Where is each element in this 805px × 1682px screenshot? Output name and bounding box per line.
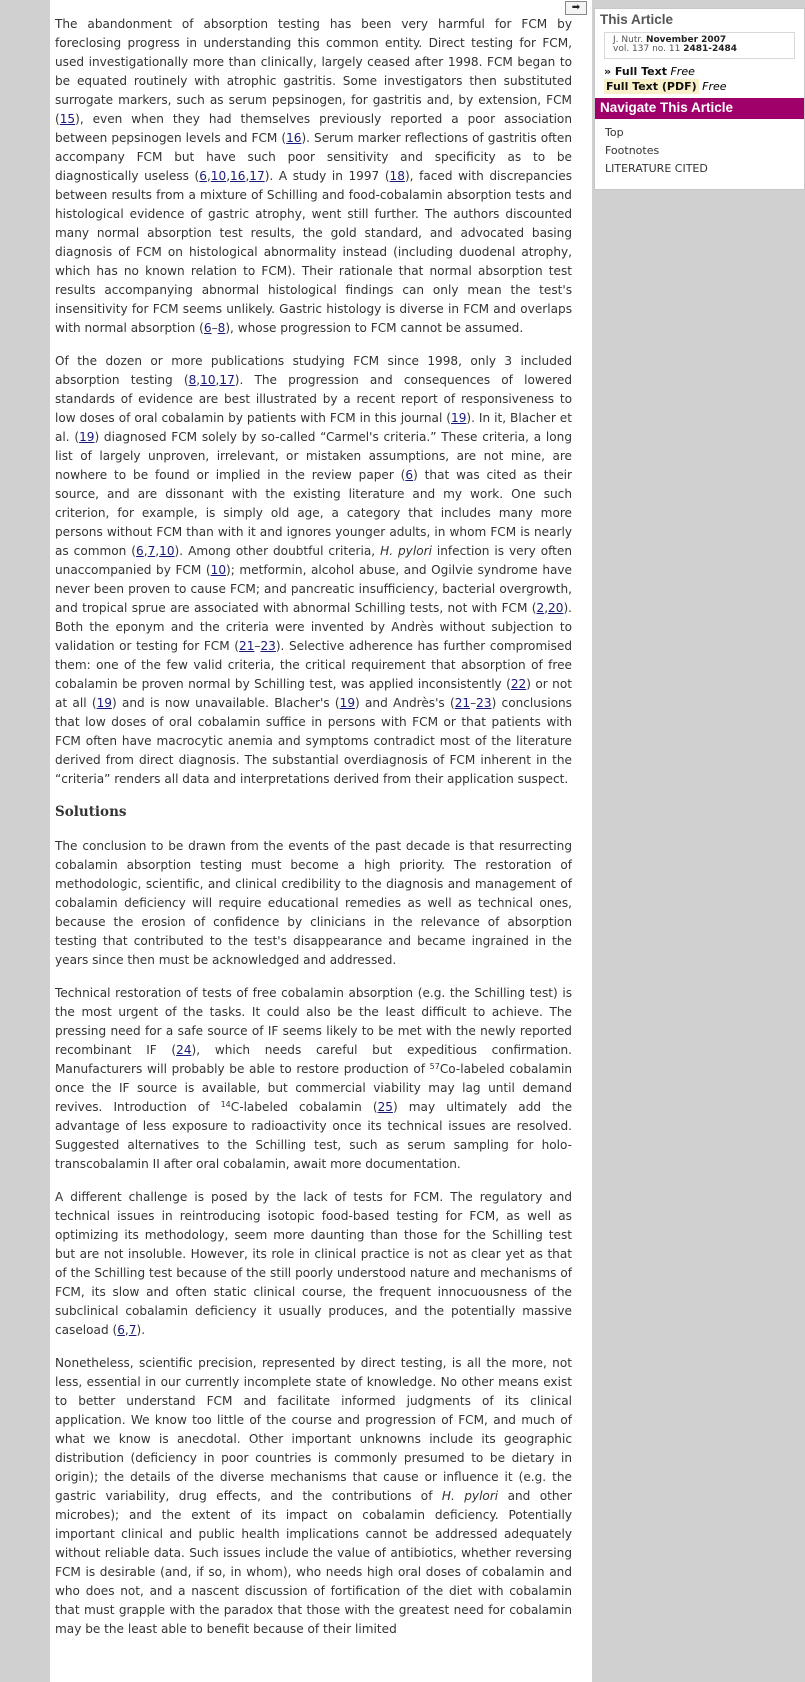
full-text-pdf-link[interactable]: Full Text (PDF) Free [606,80,727,93]
ref-link[interactable]: 7 [128,1323,137,1337]
ref-link[interactable]: 21 [454,696,471,710]
citation-journal: J. Nutr. [613,35,644,45]
ref-link[interactable]: 23 [476,696,492,710]
sidebar-title: This Article [600,12,674,27]
ref-link[interactable]: 15 [59,112,76,126]
citation-date: November 2007 [645,35,727,45]
ref-link[interactable]: 2 [536,601,545,615]
ref-link[interactable]: 8 [217,321,226,335]
nav-item-top[interactable]: Top [605,126,624,139]
ref-link[interactable]: 19 [339,696,356,710]
paragraph: A different challenge is posed by the lack of tests for FCM. The regulatory and technical issues in reintroducing isotopic food-based testing for FCM, as well as optimizing its methodology, seem more daunting than those for the Schilling test but are not insoluble. However, its role in clinical practice is not as clear yet as that of the Schilling test because of the still poorly understood nature and mechanisms of FCM, its slow and often static clinical course, the frequent innocuousness of the subclinical cobalamin deficiency it usually produces, and the potentially massive caseload (6,7). [55,1190,572,1337]
ref-link[interactable]: 10 [210,563,227,577]
citation-volume: vol. 137 no. 11 [613,44,681,54]
ref-link[interactable]: 10 [210,169,227,183]
citation-box [604,32,795,59]
ref-link[interactable]: 6 [199,169,207,183]
full-text-link[interactable]: » Full Text Free [604,65,695,78]
ref-link[interactable]: 18 [389,169,405,183]
paragraph: Technical restoration of tests of free cobalamin absorption (e.g. the Schilling test) is the most urgent of the tasks. It could also be the least difficult to achieve. The pressing need for a safe source of IF seems likely to be met with the newly reported recombinant IF (24), which needs careful but expeditious confirmation. Manufacturers will probably be able to restore production of $^{57}$Co-labeled cobalamin once the IF source is available, but commercial viability may lag until demand revives. Introduction of $^{14}$C-labeled cobalamin (25) may ultimately add the advantage of less exposure to radioactivity once its technical issues are resolved. Suggested alternatives to the Schilling test, such as serum sampling for holo-transcobalamin II after oral cobalamin, await more documentation. [55,986,573,1171]
ref-link[interactable]: 22 [510,677,527,691]
ref-link[interactable]: 23 [260,639,276,653]
navigate-list [595,119,804,178]
nav-item-literature-cited[interactable]: LITERATURE CITED [605,162,708,175]
ref-link[interactable]: 19 [96,696,112,710]
article-body [55,15,572,1653]
arrow-right-icon: ➡ [571,2,581,13]
ref-link[interactable]: 6 [405,468,414,482]
ref-link[interactable]: 25 [377,1100,393,1114]
ref-link[interactable]: 7 [147,544,156,558]
citation-pages: 2481-2484 [683,44,738,54]
fulltext-links [595,59,804,94]
ref-link[interactable]: 19 [79,430,95,444]
expand-arrow-button[interactable] [565,1,587,15]
section-heading: Solutions [55,804,127,820]
ref-link[interactable]: 19 [451,411,467,425]
ref-link[interactable]: 10 [159,544,175,558]
ref-link[interactable]: 17 [249,169,265,183]
ref-link[interactable]: 17 [219,373,235,387]
ref-link[interactable]: 6 [203,321,212,335]
paragraph: The abandonment of absorption testing has been very harmful for FCM by foreclosing progress in understanding this common entity. Direct testing for FCM, used investigationally more than clinically, largely ceased after 1998. FCM began to be equated routinely with atrophic gastritis. Some investigators then substituted surrogate markers, such as serum pepsinogen, for gastritis and, by extension, FCM (15), even when they had themselves previously reported a poor association between pepsinogen levels and FCM (16). Serum marker reflections of gastritis often accompany FCM but have such poor sensitivity and specificity as to be diagnostically useless (6,10,16,17). A study in 1997 (18), faced with discrepancies between results from a mixture of Schilling and food-cobalamin absorption tests and histological evidence of gastric atrophy, went still further. The authors discounted many normal absorption test results, the gold standard, and advocated basing diagnosis of FCM on histological abnormality instead (including duodenal atrophy, which has no known relation to FCM). Their rationale that normal absorption test results accompanying abnormal histological findings can only mean the test's insensitivity for FCM seems unlikely. Gastric histology is diverse in FCM and overlaps with normal absorption (6–8), whose progression to FCM cannot be assumed. [55,17,572,335]
ref-link[interactable]: 6 [136,544,144,558]
ref-link[interactable]: 10 [200,373,216,387]
ref-link[interactable]: 21 [239,639,255,653]
ref-link[interactable]: 8 [188,373,197,387]
article-sidebar [594,8,805,190]
ref-link[interactable]: 24 [176,1043,192,1057]
ref-link[interactable]: 20 [548,601,564,615]
ref-link[interactable]: 16 [230,169,246,183]
nav-item-footnotes[interactable]: Footnotes [605,144,660,157]
paragraph: Of the dozen or more publications studying FCM since 1998, only 3 included absorption testing (8,10,17). The progression and consequences of lowered standards of evidence are best illustrated by a recent report of responsiveness to low doses of oral cobalamin by patients with FCM in this journal (19). In it, Blacher et al. (19) diagnosed FCM solely by so-called “Carmel's criteria.” These criteria, a long list of largely unproven, irrelevant, or mistaken assumptions, are not mine, are nowhere to be found or implied in the review paper (6) that was cited as their source, and are dissonant with the existing literature and my work. One such criterion, for example, is simply old age, a category that includes many more persons without FCM than with it and ignores younger adults, in whom FCM is nearly as common (6,7,10). Among other doubtful criteria, H. pylori infection is very often unaccompanied by FCM (10); metformin, alcohol abuse, and Ogilvie syndrome have never been proven to cause FCM; and pancreatic insufficiency, bacterial overgrowth, and tropical sprue are associated with abnormal Schilling tests, not with FCM (2,20). Both the eponym and the criteria were invented by Andrès without subjection to validation or testing for FCM (21–23). Selective adherence has further compromised them: one of the few valid criteria, the critical requirement that absorption of free cobalamin be proven normal by Schilling test, was applied inconsistently (22) or not at all (19) and is now unavailable. Blacher's (19) and Andrès's (21–23) conclusions that low doses of oral cobalamin suffice in persons with FCM or that patients with FCM often have macrocytic anemia and symptoms contradict most of the literature derived from direct diagnosis. The substantial overdiagnosis of FCM inherent in the “criteria” renders all data and interpretations derived from their application suspect. [55,354,573,786]
ref-link[interactable]: 6 [117,1323,125,1337]
paragraph: Nonetheless, scientific precision, represented by direct testing, is all the more, not less, essential in our currently incomplete state of knowledge. No other means exist to better understand FCM and facilitate informed judgments of its clinical application. We know too little of the course and progression of FCM, and much of what we know is anecdotal. Other important unknowns include its geographic distribution (deficiency in poor countries is commonly presumed to be dietary in origin); the details of the diverse mechanisms that cause or influence it (e.g. the gastric variability, drug effects, and the contributions of H. pylori and other microbes); and the extent of its impact on cobalamin deficiency. Potentially important clinical and public health implications cannot be addressed adequately without reliable data. Such issues include the value of antibiotics, whether reversing FCM is desirable (and, if so, in whom), who needs high oral doses of cobalamin and who does not, and a nascent discussion of fortification of the diet with cobalamin that must grapple with the paradox that those with the greatest need for cobalamin may be the least able to benefit because of their limited [55,1356,572,1636]
paragraph: The conclusion to be drawn from the events of the past decade is that resurrecting cobalamin absorption testing must become a high priority. The restoration of methodologic, scientific, and clinical credibility to the diagnosis and management of cobalamin deficiency will require educational remedies as well as technical ones, because the erosion of confidence by clinicians in the relevance of absorption testing that contributed to the test's disappearance and became ingrained in the years since then must be acknowledged and addressed. [55,839,572,967]
navigate-header: Navigate This Article [595,98,804,119]
ref-link[interactable]: 16 [286,131,302,145]
